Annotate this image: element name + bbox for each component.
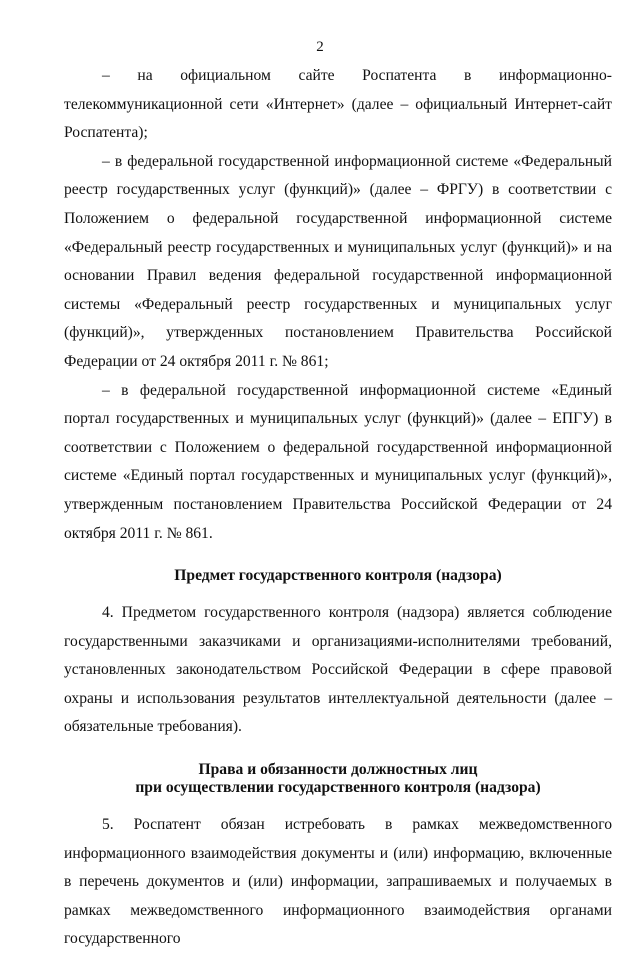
paragraph-5: 5. Роспатент обязан истребовать в рамках межведомственного информационного взаимодействия документы и (или) информацию, включенные в перечень документов и (или) информации, запрашиваемых и получаемых в рамках межведомственного информационного взаимодействия органами государственного <box>64 816 612 948</box>
section-heading-rights-line1: Права и обязанности должностных лиц <box>198 761 478 779</box>
paragraph-epgu: – в федеральной государственной информационной системе «Единый портал государственных и муниципальных услуг (функций)» (далее – ЕПГУ) в соответствии с Положением о федеральной государственной информационной системе «Единый портал государственных и муниципальных услуг (функций)», утвержденным постановлением Правительства Российской Федерации от 24 октября 2011 г. № 861. <box>64 381 612 542</box>
page-number: 2 <box>316 39 324 55</box>
section-heading-rights-line2: при осуществлении государственного контроля (надзора) <box>135 779 541 797</box>
paragraph-frgu: – в федеральной государственной информационной системе «Федеральный реестр государственных услуг (функций)» (далее – ФРГУ) в соответствии с Положением о федеральной государственной информационной системе «Федеральный реестр государственных и муниципальных услуг (функций)» и на основании Правил ведения федеральной государственной информационной системы «Федеральный реестр государственных и муниципальных услуг (функций)», утвержденных постановлением Правительства Российской Федерации от 24 октября 2011 г. № 861; <box>64 152 612 370</box>
paragraph-website: – на официальном сайте Роспатента в информационно-телекоммуникационной сети «Интернет» (далее – официальный Интернет-сайт Роспатента); <box>64 67 612 142</box>
document-body <box>64 62 612 954</box>
section-heading-subject: Предмет государственного контроля (надзора) <box>174 567 502 585</box>
paragraph-4: 4. Предметом государственного контроля (надзора) является соблюдение государственными заказчиками и организациями-исполнителями требований, установленных законодательством Российской Федерации в сфере правовой охраны и использования результатов интеллектуальной деятельности (далее – обязательные требования). <box>64 604 612 736</box>
section-heading-rights <box>64 761 612 797</box>
